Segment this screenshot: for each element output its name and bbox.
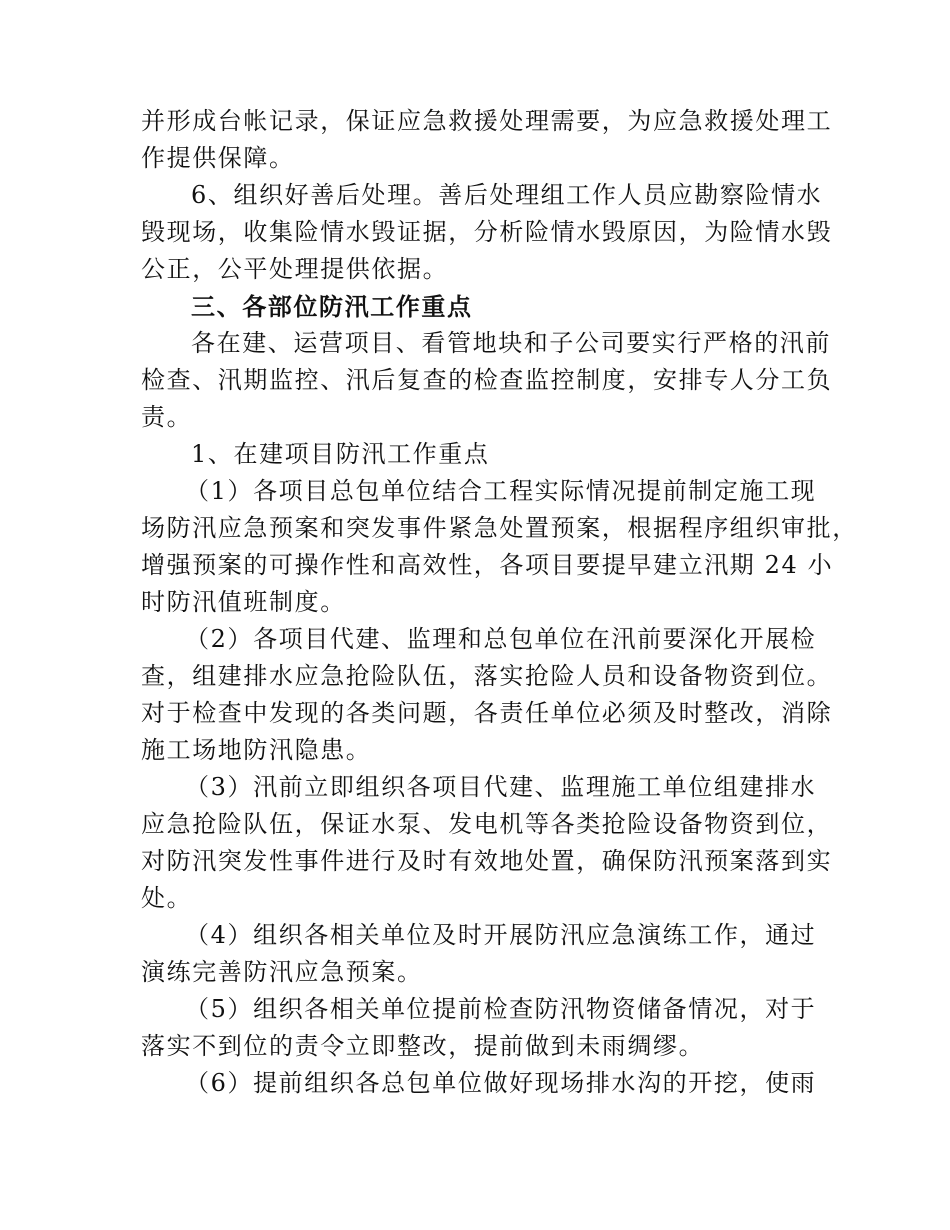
text-line: 对于检查中发现的各类问题，各责任单位必须及时整改，消除 [141, 699, 833, 727]
text-line: 责。 [141, 403, 193, 431]
text-line: 各在建、运营项目、看管地块和子公司要实行严格的汛前 [191, 329, 831, 357]
text-line: 处。 [141, 884, 193, 912]
section-heading: 三、各部位防汛工作重点 [191, 292, 473, 321]
text-line: （2）各项目代建、监理和总包单位在汛前要深化开展检 [185, 625, 817, 653]
text-line: 增强预案的可操作性和高效性，各项目要提早建立汛期 24 小 [141, 551, 834, 579]
text-line: 落实不到位的责令立即整改，提前做到未雨绸缪。 [141, 1032, 705, 1060]
text-line: 检查、汛期监控、汛后复查的检查监控制度，安排专人分工负 [141, 366, 833, 394]
text-line: 6、组织好善后处理。善后处理组工作人员应勘察险情水 [191, 181, 823, 209]
text-line: （1）各项目总包单位结合工程实际情况提前制定施工现 [185, 477, 817, 505]
text-line: 对防汛突发性事件进行及时有效地处置，确保防汛预案落到实 [141, 847, 833, 875]
text-line: 作提供保障。 [141, 144, 295, 172]
document-body [141, 103, 858, 1102]
text-line: （5）组织各相关单位提前检查防汛物资储备情况，对于 [185, 995, 817, 1023]
text-line: 时防汛值班制度。 [141, 588, 346, 616]
text-line: （3）汛前立即组织各项目代建、监理施工单位组建排水 [185, 773, 817, 801]
text-line: （6）提前组织各总包单位做好现场排水沟的开挖，使雨 [185, 1069, 817, 1097]
text-line: 场防汛应急预案和突发事件紧急处置预案，根据程序组织审批， [141, 514, 858, 542]
text-line: 毁现场，收集险情水毁证据，分析险情水毁原因，为险情水毁 [141, 218, 833, 246]
text-line: 应急抢险队伍，保证水泵、发电机等各类抢险设备物资到位， [141, 810, 833, 838]
text-line: 公正，公平处理提供依据。 [141, 255, 449, 283]
text-line: 演练完善防汛应急预案。 [141, 958, 423, 986]
text-line: （4）组织各相关单位及时开展防汛应急演练工作，通过 [185, 921, 817, 949]
text-line: 施工场地防汛隐患。 [141, 736, 372, 764]
text-line: 查，组建排水应急抢险队伍，落实抢险人员和设备物资到位。 [141, 662, 833, 690]
subsection-heading: 1、在建项目防汛工作重点 [191, 440, 490, 468]
text-line: 并形成台帐记录，保证应急救援处理需要，为应急救援处理工 [141, 107, 833, 135]
